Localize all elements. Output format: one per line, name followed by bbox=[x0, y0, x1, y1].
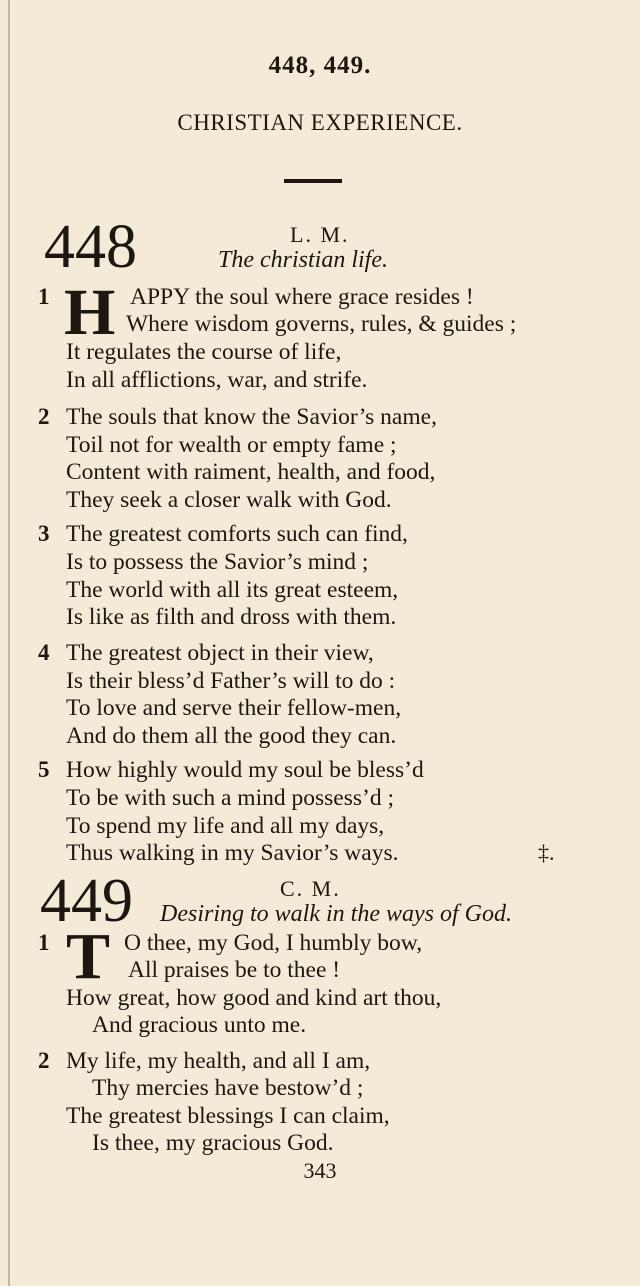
verse-line: In all afflictions, war, and strife. bbox=[66, 367, 368, 393]
verse-line: And gracious unto me. bbox=[92, 1012, 307, 1038]
verse-number: 1 bbox=[38, 930, 50, 955]
hymn-end-mark: ‡. bbox=[538, 840, 555, 865]
section-divider-rule bbox=[284, 179, 342, 183]
verse-line: Is thee, my gracious God. bbox=[92, 1130, 334, 1156]
verse-line: To love and serve their fellow-men, bbox=[66, 695, 402, 721]
verse-number: 2 bbox=[38, 1048, 50, 1073]
verse-line: Is their bless’d Father’s will to do : bbox=[66, 668, 396, 694]
verse-line: How great, how good and kind art thou, bbox=[66, 985, 442, 1011]
verse-number: 5 bbox=[38, 757, 50, 782]
verse-line: My life, my health, and all I am, bbox=[66, 1048, 371, 1074]
verse-line: The greatest comforts such can find, bbox=[66, 521, 408, 547]
verse-line: How highly would my soul be bless’d bbox=[66, 757, 424, 783]
hymn-meter-448: L. M. bbox=[290, 222, 350, 247]
verse-number: 4 bbox=[38, 640, 50, 665]
verse-line: The greatest blessings I can claim, bbox=[66, 1103, 390, 1129]
verse-line: Thus walking in my Savior’s ways. bbox=[66, 840, 399, 866]
verse-line: The souls that know the Savior’s name, bbox=[66, 404, 437, 430]
hymn-title-449: Desiring to walk in the ways of God. bbox=[160, 901, 512, 927]
hymn-meter-449: C. M. bbox=[280, 876, 341, 901]
verse-line: Where wisdom governs, rules, & guides ; bbox=[126, 311, 517, 337]
verse-line: Is like as filth and dross with them. bbox=[66, 604, 397, 630]
verse-number: 1 bbox=[38, 284, 50, 309]
verse-number: 2 bbox=[38, 404, 50, 429]
page-number: 343 bbox=[303, 1158, 337, 1183]
verse-line: To be with such a mind possess’d ; bbox=[66, 785, 394, 811]
verse-line: Is to possess the Savior’s mind ; bbox=[66, 549, 369, 575]
hymn-title-448: The christian life. bbox=[218, 247, 388, 273]
verse-line: APPY the soul where grace resides ! bbox=[130, 284, 474, 310]
verse-line: And do them all the good they can. bbox=[66, 723, 397, 749]
verse-line: Toil not for wealth or empty fame ; bbox=[66, 432, 397, 458]
verse-number: 3 bbox=[38, 521, 50, 546]
verse-line: It regulates the course of life, bbox=[66, 339, 342, 365]
hymn-number-448: 448 bbox=[44, 213, 137, 281]
drop-cap-h: H bbox=[64, 276, 116, 349]
verse-line: They seek a closer walk with God. bbox=[66, 487, 392, 513]
verse-line: All praises be to thee ! bbox=[128, 957, 341, 983]
running-head-section-title: CHRISTIAN EXPERIENCE. bbox=[177, 110, 463, 135]
verse-line: The world with all its great esteem, bbox=[66, 577, 399, 603]
verse-line: Thy mercies have bestow’d ; bbox=[92, 1075, 364, 1101]
verse-line: Content with raiment, health, and food, bbox=[66, 459, 436, 485]
hymn-number-449: 449 bbox=[40, 867, 133, 935]
page-gutter-shadow bbox=[8, 0, 10, 1286]
verse-line: To spend my life and all my days, bbox=[66, 813, 385, 839]
drop-cap-t: T bbox=[66, 920, 111, 993]
running-head-hymn-numbers: 448, 449. bbox=[268, 52, 372, 79]
verse-line: The greatest object in their view, bbox=[66, 640, 374, 666]
verse-line: O thee, my God, I humbly bow, bbox=[124, 930, 423, 956]
